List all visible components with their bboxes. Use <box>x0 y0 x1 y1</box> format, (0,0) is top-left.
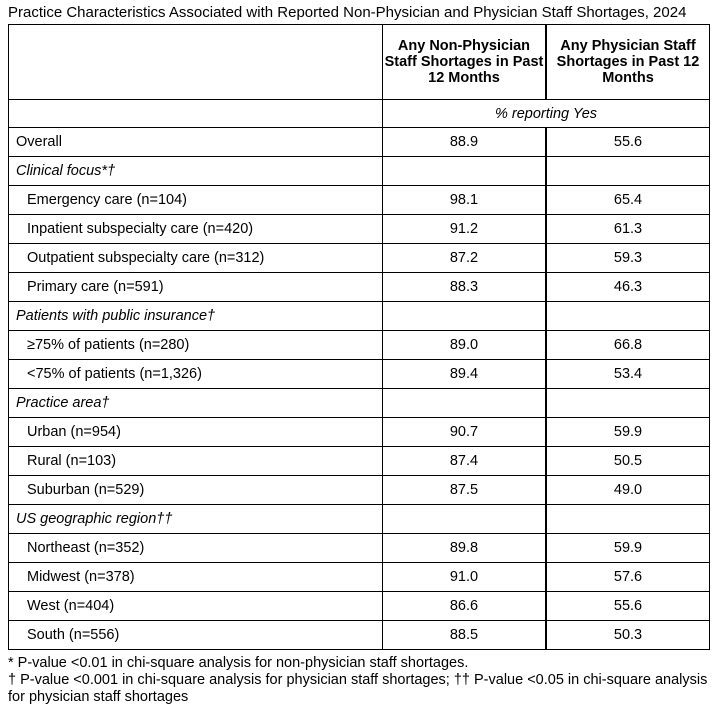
table-row <box>9 360 710 389</box>
category-row <box>9 157 710 186</box>
category-row <box>9 505 710 534</box>
row-label: West (n=404) <box>9 592 383 621</box>
table-body <box>9 128 710 650</box>
shortage-table <box>8 24 710 650</box>
physician-value: 55.6 <box>546 128 710 157</box>
physician-value: 65.4 <box>546 186 710 215</box>
row-label: US geographic region†† <box>9 505 383 534</box>
row-label: Inpatient subspecialty care (n=420) <box>9 215 383 244</box>
physician-value: 57.6 <box>546 563 710 592</box>
non-physician-value <box>382 302 546 331</box>
non-physician-value: 88.3 <box>382 273 546 302</box>
footnotes <box>8 655 716 706</box>
row-label: Northeast (n=352) <box>9 534 383 563</box>
row-label: Overall <box>9 128 383 157</box>
row-label: Clinical focus*† <box>9 157 383 186</box>
non-physician-value: 91.0 <box>382 563 546 592</box>
row-label: Urban (n=954) <box>9 418 383 447</box>
non-physician-value <box>382 505 546 534</box>
table-row <box>9 447 710 476</box>
table-row <box>9 331 710 360</box>
non-physician-value: 89.8 <box>382 534 546 563</box>
table-row <box>9 534 710 563</box>
footnote-1: * P-value <0.01 in chi-square analysis for non-physician staff shortages. <box>8 655 469 671</box>
non-physician-value: 98.1 <box>382 186 546 215</box>
table-row <box>9 128 710 157</box>
footnote-2: † P-value <0.001 in chi-square analysis for physician staff shortages; †† P-value <0.05 in chi-square analysis for physician staff shortages <box>8 672 708 705</box>
table-row <box>9 418 710 447</box>
table-row <box>9 563 710 592</box>
non-physician-value: 89.0 <box>382 331 546 360</box>
table-row <box>9 592 710 621</box>
row-label: Primary care (n=591) <box>9 273 383 302</box>
row-label: <75% of patients (n=1,326) <box>9 360 383 389</box>
physician-value: 59.9 <box>546 534 710 563</box>
row-label: ≥75% of patients (n=280) <box>9 331 383 360</box>
non-physician-value: 88.5 <box>382 621 546 650</box>
physician-value <box>546 302 710 331</box>
row-label: Rural (n=103) <box>9 447 383 476</box>
table-row <box>9 273 710 302</box>
non-physician-value: 90.7 <box>382 418 546 447</box>
non-physician-value: 91.2 <box>382 215 546 244</box>
header-empty-cell <box>9 25 383 100</box>
physician-value: 50.3 <box>546 621 710 650</box>
non-physician-value <box>382 389 546 418</box>
physician-value: 49.0 <box>546 476 710 505</box>
physician-value <box>546 157 710 186</box>
physician-value: 53.4 <box>546 360 710 389</box>
non-physician-value: 86.6 <box>382 592 546 621</box>
physician-value: 46.3 <box>546 273 710 302</box>
row-label: Suburban (n=529) <box>9 476 383 505</box>
non-physician-value: 87.5 <box>382 476 546 505</box>
row-label: Practice area† <box>9 389 383 418</box>
physician-value: 59.9 <box>546 418 710 447</box>
row-label: Emergency care (n=104) <box>9 186 383 215</box>
header-non-physician: Any Non-Physician Staff Shortages in Past 12 Months <box>382 25 546 100</box>
category-row <box>9 389 710 418</box>
physician-value: 50.5 <box>546 447 710 476</box>
row-label: Midwest (n=378) <box>9 563 383 592</box>
table-row <box>9 215 710 244</box>
row-label: South (n=556) <box>9 621 383 650</box>
header-physician: Any Physician Staff Shortages in Past 12 Months <box>546 25 710 100</box>
physician-value: 55.6 <box>546 592 710 621</box>
table-row <box>9 244 710 273</box>
non-physician-value <box>382 157 546 186</box>
physician-value <box>546 505 710 534</box>
table-title: Practice Characteristics Associated with Reported Non-Physician and Physician Staff Shortages, 2024 <box>8 4 687 21</box>
physician-value: 66.8 <box>546 331 710 360</box>
physician-value <box>546 389 710 418</box>
category-row <box>9 302 710 331</box>
subheader-percent: % reporting Yes <box>382 100 709 128</box>
table-row <box>9 186 710 215</box>
physician-value: 61.3 <box>546 215 710 244</box>
table-row <box>9 476 710 505</box>
row-label: Outpatient subspecialty care (n=312) <box>9 244 383 273</box>
non-physician-value: 89.4 <box>382 360 546 389</box>
row-label: Patients with public insurance† <box>9 302 383 331</box>
non-physician-value: 87.4 <box>382 447 546 476</box>
physician-value: 59.3 <box>546 244 710 273</box>
non-physician-value: 88.9 <box>382 128 546 157</box>
non-physician-value: 87.2 <box>382 244 546 273</box>
table-row <box>9 621 710 650</box>
subheader-empty-cell <box>9 100 383 128</box>
